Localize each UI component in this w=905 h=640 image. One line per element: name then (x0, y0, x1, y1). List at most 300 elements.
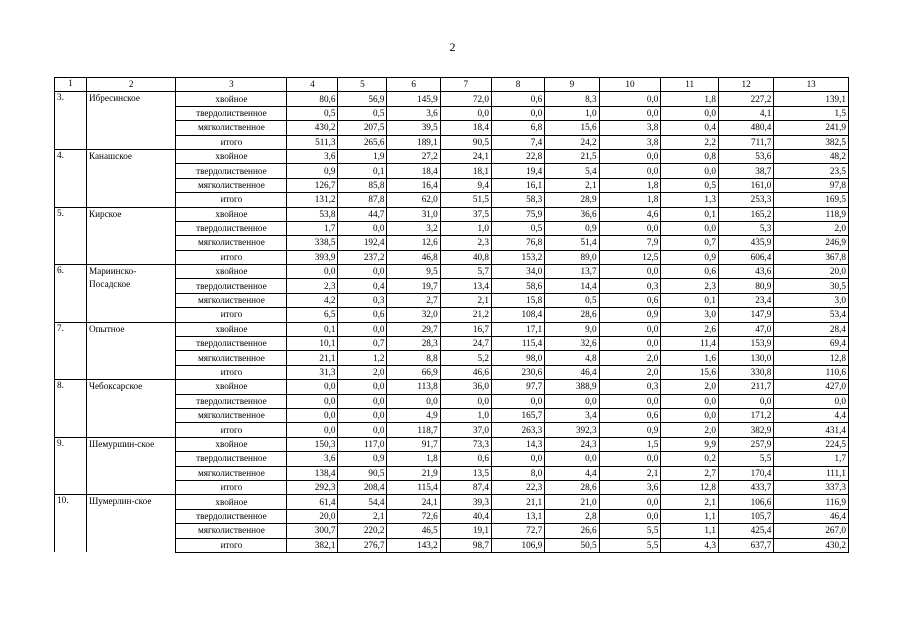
value-cell: 28,4 (774, 322, 849, 336)
forest-type: твердолиственное (176, 394, 287, 408)
table-row (55, 437, 849, 451)
value-cell: 4,3 (661, 538, 719, 552)
value-cell: 2,0 (661, 423, 719, 437)
value-cell: 0,0 (718, 394, 773, 408)
column-header: 13 (774, 78, 849, 92)
value-cell: 126,7 (287, 178, 338, 192)
value-cell: 111,1 (774, 466, 849, 480)
value-cell: 90,5 (440, 135, 491, 149)
value-cell: 28,3 (387, 337, 440, 351)
value-cell: 118,7 (387, 423, 440, 437)
value-cell: 17,1 (491, 322, 544, 336)
value-cell: 0,6 (338, 308, 387, 322)
value-cell: 15,6 (545, 121, 599, 135)
value-cell: 117,0 (338, 437, 387, 451)
value-cell: 208,4 (338, 480, 387, 494)
value-cell: 153,9 (718, 337, 773, 351)
value-cell: 9,9 (661, 437, 719, 451)
value-cell: 220,2 (338, 524, 387, 538)
value-cell: 0,4 (661, 121, 719, 135)
column-header: 6 (387, 78, 440, 92)
value-cell: 393,9 (287, 250, 338, 264)
column-header: 3 (176, 78, 287, 92)
value-cell: 1,0 (545, 106, 599, 120)
value-cell: 3,8 (599, 135, 661, 149)
forest-type: итого (176, 538, 287, 552)
value-cell: 330,8 (718, 365, 773, 379)
value-cell: 2,1 (440, 293, 491, 307)
value-cell: 131,2 (287, 193, 338, 207)
value-cell: 36,0 (440, 380, 491, 394)
value-cell: 16,4 (387, 178, 440, 192)
value-cell: 22,8 (491, 149, 544, 163)
value-cell: 1,7 (287, 221, 338, 235)
value-cell: 75,9 (491, 207, 544, 221)
value-cell: 0,0 (287, 265, 338, 279)
value-cell: 4,2 (287, 293, 338, 307)
forest-type: твердолиственное (176, 337, 287, 351)
value-cell: 165,7 (491, 408, 544, 422)
value-cell: 5,3 (718, 221, 773, 235)
value-cell: 480,4 (718, 121, 773, 135)
value-cell: 87,8 (338, 193, 387, 207)
forest-type: хвойное (176, 92, 287, 106)
value-cell: 30,5 (774, 279, 849, 293)
value-cell: 0,0 (661, 408, 719, 422)
value-cell: 1,7 (774, 452, 849, 466)
value-cell: 0,0 (338, 265, 387, 279)
value-cell: 2,0 (599, 365, 661, 379)
value-cell: 3,2 (387, 221, 440, 235)
value-cell: 113,8 (387, 380, 440, 394)
value-cell: 9,5 (387, 265, 440, 279)
forest-type: итого (176, 135, 287, 149)
value-cell: 3,0 (661, 308, 719, 322)
value-cell: 38,7 (718, 164, 773, 178)
value-cell: 0,0 (599, 106, 661, 120)
value-cell: 0,0 (599, 337, 661, 351)
value-cell: 0,9 (287, 164, 338, 178)
value-cell: 388,9 (545, 380, 599, 394)
value-cell: 0,0 (491, 394, 544, 408)
value-cell: 1,3 (661, 193, 719, 207)
value-cell: 32,6 (545, 337, 599, 351)
value-cell: 4,8 (545, 351, 599, 365)
forest-type: хвойное (176, 495, 287, 509)
value-cell: 2,8 (545, 509, 599, 523)
value-cell: 29,7 (387, 322, 440, 336)
header-row (55, 78, 849, 92)
value-cell: 2,0 (599, 351, 661, 365)
forest-type: хвойное (176, 207, 287, 221)
value-cell: 147,9 (718, 308, 773, 322)
table-row (55, 265, 849, 279)
value-cell: 56,9 (338, 92, 387, 106)
value-cell: 97,7 (491, 380, 544, 394)
value-cell: 58,3 (491, 193, 544, 207)
value-cell: 0,1 (287, 322, 338, 336)
value-cell: 138,4 (287, 466, 338, 480)
value-cell: 237,2 (338, 250, 387, 264)
value-cell: 430,2 (774, 538, 849, 552)
value-cell: 192,4 (338, 236, 387, 250)
value-cell: 0,6 (661, 265, 719, 279)
value-cell: 3,4 (545, 408, 599, 422)
value-cell: 31,0 (387, 207, 440, 221)
forest-type: мягколиственное (176, 293, 287, 307)
value-cell: 4,4 (545, 466, 599, 480)
value-cell: 1,0 (440, 221, 491, 235)
value-cell: 14,4 (545, 279, 599, 293)
value-cell: 606,4 (718, 250, 773, 264)
district-name: Мариинско-Посадское (86, 265, 176, 323)
value-cell: 2,1 (545, 178, 599, 192)
value-cell: 0,0 (338, 394, 387, 408)
forest-type: мягколиственное (176, 524, 287, 538)
value-cell: 1,0 (440, 408, 491, 422)
table-row (55, 495, 849, 509)
forest-type: мягколиственное (176, 178, 287, 192)
forest-type: твердолиственное (176, 106, 287, 120)
value-cell: 21,1 (491, 495, 544, 509)
value-cell: 5,4 (545, 164, 599, 178)
value-cell: 292,3 (287, 480, 338, 494)
value-cell: 26,6 (545, 524, 599, 538)
value-cell: 3,0 (774, 293, 849, 307)
value-cell: 367,8 (774, 250, 849, 264)
value-cell: 143,2 (387, 538, 440, 552)
value-cell: 0,6 (440, 452, 491, 466)
value-cell: 0,0 (338, 380, 387, 394)
value-cell: 51,5 (440, 193, 491, 207)
value-cell: 80,6 (287, 92, 338, 106)
value-cell: 53,4 (774, 308, 849, 322)
value-cell: 3,8 (599, 121, 661, 135)
value-cell: 98,7 (440, 538, 491, 552)
value-cell: 6,5 (287, 308, 338, 322)
value-cell: 2,3 (287, 279, 338, 293)
table-row (55, 322, 849, 336)
value-cell: 2,0 (661, 380, 719, 394)
value-cell: 18,4 (387, 164, 440, 178)
value-cell: 0,2 (661, 452, 719, 466)
value-cell: 115,4 (491, 337, 544, 351)
value-cell: 435,9 (718, 236, 773, 250)
value-cell: 0,0 (599, 265, 661, 279)
value-cell: 0,0 (599, 394, 661, 408)
value-cell: 21,9 (387, 466, 440, 480)
value-cell: 230,6 (491, 365, 544, 379)
value-cell: 0,0 (599, 92, 661, 106)
value-cell: 5,5 (718, 452, 773, 466)
value-cell: 87,4 (440, 480, 491, 494)
value-cell: 14,3 (491, 437, 544, 451)
value-cell: 53,8 (287, 207, 338, 221)
value-cell: 36,6 (545, 207, 599, 221)
value-cell: 20,0 (774, 265, 849, 279)
value-cell: 62,0 (387, 193, 440, 207)
value-cell: 24,3 (545, 437, 599, 451)
value-cell: 32,0 (387, 308, 440, 322)
forest-type: твердолиственное (176, 509, 287, 523)
value-cell: 1,8 (599, 193, 661, 207)
value-cell: 91,7 (387, 437, 440, 451)
forest-data-table (54, 77, 849, 553)
value-cell: 2,1 (338, 509, 387, 523)
value-cell: 207,5 (338, 121, 387, 135)
value-cell: 0,0 (661, 106, 719, 120)
value-cell: 0,0 (661, 394, 719, 408)
value-cell: 0,3 (599, 279, 661, 293)
district-name: Канашское (86, 149, 176, 207)
value-cell: 13,7 (545, 265, 599, 279)
value-cell: 431,4 (774, 423, 849, 437)
forest-type: твердолиственное (176, 164, 287, 178)
value-cell: 16,7 (440, 322, 491, 336)
value-cell: 21,1 (287, 351, 338, 365)
value-cell: 1,9 (338, 149, 387, 163)
table-row (55, 207, 849, 221)
value-cell: 425,4 (718, 524, 773, 538)
value-cell: 165,2 (718, 207, 773, 221)
value-cell: 16,1 (491, 178, 544, 192)
value-cell: 53,6 (718, 149, 773, 163)
value-cell: 34,0 (491, 265, 544, 279)
value-cell: 0,0 (599, 149, 661, 163)
value-cell: 5,5 (599, 524, 661, 538)
value-cell: 382,9 (718, 423, 773, 437)
value-cell: 0,0 (545, 452, 599, 466)
value-cell: 0,0 (338, 408, 387, 422)
value-cell: 130,0 (718, 351, 773, 365)
value-cell: 24,2 (545, 135, 599, 149)
value-cell: 153,2 (491, 250, 544, 264)
page-number: 2 (449, 40, 456, 54)
value-cell: 23,4 (718, 293, 773, 307)
value-cell: 4,6 (599, 207, 661, 221)
value-cell: 9,4 (440, 178, 491, 192)
value-cell: 80,9 (718, 279, 773, 293)
value-cell: 0,8 (661, 149, 719, 163)
forest-type: итого (176, 480, 287, 494)
value-cell: 39,3 (440, 495, 491, 509)
value-cell: 2,7 (661, 466, 719, 480)
value-cell: 171,2 (718, 408, 773, 422)
value-cell: 4,4 (774, 408, 849, 422)
value-cell: 46,4 (774, 509, 849, 523)
value-cell: 21,5 (545, 149, 599, 163)
district-number: 5. (55, 207, 87, 265)
value-cell: 7,9 (599, 236, 661, 250)
column-header: 1 (55, 78, 87, 92)
value-cell: 0,0 (491, 106, 544, 120)
forest-type: мягколиственное (176, 351, 287, 365)
value-cell: 6,8 (491, 121, 544, 135)
value-cell: 1,8 (387, 452, 440, 466)
district-name: Ибресинское (86, 92, 176, 150)
table-row (55, 149, 849, 163)
value-cell: 0,6 (599, 293, 661, 307)
value-cell: 3,6 (287, 149, 338, 163)
value-cell: 2,1 (599, 466, 661, 480)
value-cell: 0,5 (661, 178, 719, 192)
value-cell: 1,1 (661, 509, 719, 523)
value-cell: 21,2 (440, 308, 491, 322)
value-cell: 115,4 (387, 480, 440, 494)
table-row (55, 380, 849, 394)
value-cell: 338,5 (287, 236, 338, 250)
value-cell: 0,0 (599, 164, 661, 178)
value-cell: 0,0 (599, 509, 661, 523)
value-cell: 8,0 (491, 466, 544, 480)
forest-type: хвойное (176, 265, 287, 279)
value-cell: 106,9 (491, 538, 544, 552)
district-name: Кирское (86, 207, 176, 265)
value-cell: 0,1 (661, 207, 719, 221)
value-cell: 118,9 (774, 207, 849, 221)
value-cell: 54,4 (338, 495, 387, 509)
value-cell: 46,4 (545, 365, 599, 379)
value-cell: 5,7 (440, 265, 491, 279)
forest-type: мягколиственное (176, 121, 287, 135)
value-cell: 21,0 (545, 495, 599, 509)
value-cell: 0,6 (491, 92, 544, 106)
forest-type: твердолиственное (176, 221, 287, 235)
value-cell: 3,6 (599, 480, 661, 494)
district-name: Шемуршин-ское (86, 437, 176, 495)
value-cell: 224,5 (774, 437, 849, 451)
value-cell: 27,2 (387, 149, 440, 163)
district-number: 9. (55, 437, 87, 495)
value-cell: 1,8 (661, 92, 719, 106)
value-cell: 28,9 (545, 193, 599, 207)
value-cell: 0,0 (387, 394, 440, 408)
value-cell: 0,0 (491, 452, 544, 466)
value-cell: 0,0 (599, 495, 661, 509)
value-cell: 76,8 (491, 236, 544, 250)
value-cell: 9,0 (545, 322, 599, 336)
value-cell: 246,9 (774, 236, 849, 250)
value-cell: 2,1 (661, 495, 719, 509)
value-cell: 72,0 (440, 92, 491, 106)
value-cell: 1,1 (661, 524, 719, 538)
value-cell: 637,7 (718, 538, 773, 552)
value-cell: 392,3 (545, 423, 599, 437)
value-cell: 19,7 (387, 279, 440, 293)
value-cell: 72,6 (387, 509, 440, 523)
value-cell: 12,8 (774, 351, 849, 365)
forest-type: мягколиственное (176, 236, 287, 250)
forest-type: итого (176, 308, 287, 322)
value-cell: 0,5 (491, 221, 544, 235)
value-cell: 8,8 (387, 351, 440, 365)
value-cell: 106,6 (718, 495, 773, 509)
value-cell: 2,0 (774, 221, 849, 235)
value-cell: 20,0 (287, 509, 338, 523)
forest-type: хвойное (176, 380, 287, 394)
value-cell: 430,2 (287, 121, 338, 135)
forest-type: твердолиственное (176, 452, 287, 466)
column-header: 10 (599, 78, 661, 92)
value-cell: 0,0 (338, 423, 387, 437)
value-cell: 145,9 (387, 92, 440, 106)
value-cell: 227,2 (718, 92, 773, 106)
value-cell: 2,6 (661, 322, 719, 336)
value-cell: 24,7 (440, 337, 491, 351)
value-cell: 0,9 (599, 423, 661, 437)
value-cell: 711,7 (718, 135, 773, 149)
value-cell: 0,1 (338, 164, 387, 178)
value-cell: 8,3 (545, 92, 599, 106)
value-cell: 22,3 (491, 480, 544, 494)
value-cell: 0,3 (599, 380, 661, 394)
value-cell: 72,7 (491, 524, 544, 538)
forest-type: итого (176, 250, 287, 264)
value-cell: 46,8 (387, 250, 440, 264)
forest-type: мягколиственное (176, 466, 287, 480)
value-cell: 139,1 (774, 92, 849, 106)
value-cell: 0,0 (661, 164, 719, 178)
value-cell: 12,8 (661, 480, 719, 494)
value-cell: 0,5 (287, 106, 338, 120)
value-cell: 105,7 (718, 509, 773, 523)
value-cell: 51,4 (545, 236, 599, 250)
value-cell: 0,0 (599, 452, 661, 466)
value-cell: 0,0 (287, 394, 338, 408)
value-cell: 73,3 (440, 437, 491, 451)
value-cell: 382,5 (774, 135, 849, 149)
value-cell: 39,5 (387, 121, 440, 135)
value-cell: 1,8 (599, 178, 661, 192)
value-cell: 0,0 (287, 423, 338, 437)
value-cell: 47,0 (718, 322, 773, 336)
forest-type: итого (176, 365, 287, 379)
value-cell: 211,7 (718, 380, 773, 394)
value-cell: 3,6 (387, 106, 440, 120)
value-cell: 31,3 (287, 365, 338, 379)
value-cell: 12,5 (599, 250, 661, 264)
value-cell: 382,1 (287, 538, 338, 552)
value-cell: 276,7 (338, 538, 387, 552)
value-cell: 4,1 (718, 106, 773, 120)
value-cell: 48,2 (774, 149, 849, 163)
value-cell: 85,8 (338, 178, 387, 192)
value-cell: 161,0 (718, 178, 773, 192)
value-cell: 0,5 (338, 106, 387, 120)
value-cell: 3,6 (287, 452, 338, 466)
value-cell: 0,0 (545, 394, 599, 408)
value-cell: 257,9 (718, 437, 773, 451)
value-cell: 0,5 (545, 293, 599, 307)
value-cell: 66,9 (387, 365, 440, 379)
value-cell: 0,6 (599, 408, 661, 422)
value-cell: 1,5 (774, 106, 849, 120)
value-cell: 90,5 (338, 466, 387, 480)
table-body (55, 78, 849, 553)
value-cell: 43,6 (718, 265, 773, 279)
value-cell: 0,1 (661, 293, 719, 307)
value-cell: 0,9 (338, 452, 387, 466)
value-cell: 2,3 (440, 236, 491, 250)
district-name: Шумерлин-ское (86, 495, 176, 553)
value-cell: 0,9 (545, 221, 599, 235)
value-cell: 97,8 (774, 178, 849, 192)
value-cell: 58,6 (491, 279, 544, 293)
value-cell: 5,5 (599, 538, 661, 552)
value-cell: 50,5 (545, 538, 599, 552)
district-name: Чебоксарское (86, 380, 176, 438)
district-name: Опытное (86, 322, 176, 380)
